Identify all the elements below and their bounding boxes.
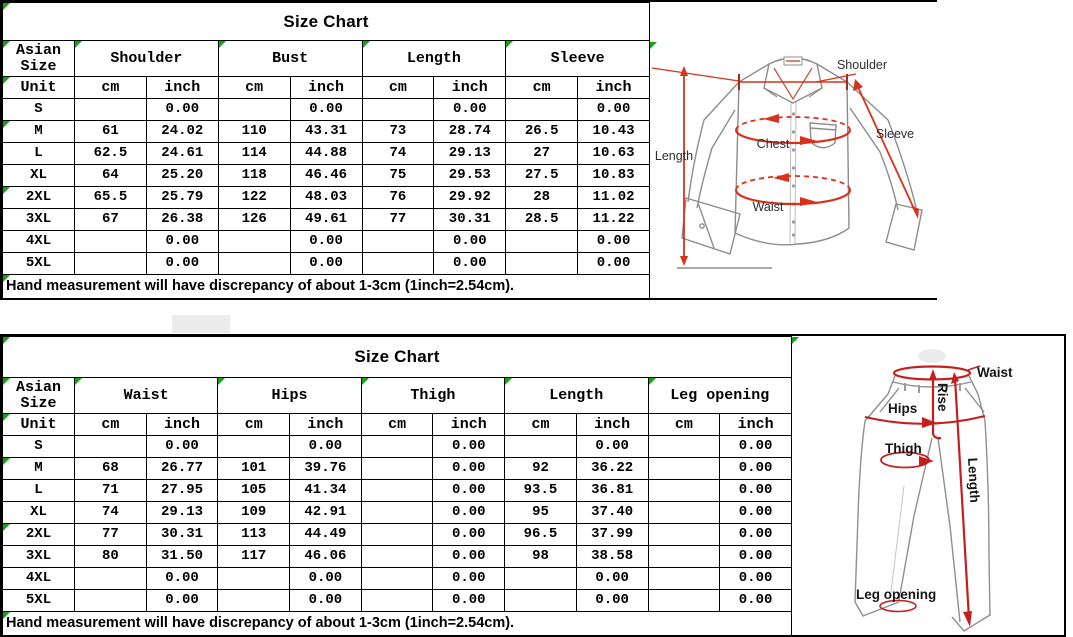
- size-cell: [648, 458, 720, 480]
- unit-cell: inch: [433, 414, 505, 436]
- size-cell: 11.02: [578, 187, 650, 209]
- size-cell: 37.40: [576, 502, 648, 524]
- size-label: L: [3, 143, 75, 165]
- size-cell: [361, 568, 433, 590]
- pants-size-chart-section: [0, 334, 1066, 637]
- size-cell: 0.00: [720, 458, 792, 480]
- unit-cell: inch: [576, 414, 648, 436]
- size-cell: 28.5: [506, 209, 578, 231]
- size-cell: 49.61: [290, 209, 362, 231]
- size-cell: 44.49: [290, 524, 362, 546]
- size-cell: [218, 436, 290, 458]
- waist-label: Waist: [977, 365, 1013, 380]
- size-cell: [648, 590, 720, 612]
- size-cell: 126: [218, 209, 290, 231]
- unit-cell: cm: [506, 77, 578, 99]
- size-cell: 36.81: [576, 480, 648, 502]
- size-cell: 61: [75, 121, 147, 143]
- size-cell: 0.00: [146, 99, 218, 121]
- size-cell: [506, 253, 578, 275]
- size-cell: 27: [506, 143, 578, 165]
- corner-header: Asian Size: [3, 378, 75, 414]
- unit-cell: inch: [146, 77, 218, 99]
- size-cell: 0.00: [433, 524, 505, 546]
- size-cell: [648, 546, 720, 568]
- unit-cell: cm: [361, 414, 433, 436]
- size-cell: [506, 99, 578, 121]
- size-cell: 24.02: [146, 121, 218, 143]
- column-group-header: Bust: [218, 41, 362, 77]
- size-cell: 11.22: [578, 209, 650, 231]
- size-cell: 0.00: [434, 253, 506, 275]
- excel-error-marker: [792, 337, 799, 344]
- size-cell: 38.58: [576, 546, 648, 568]
- size-cell: 62.5: [75, 143, 147, 165]
- size-label: M: [3, 458, 75, 480]
- size-label: L: [3, 480, 75, 502]
- size-label: S: [3, 99, 75, 121]
- size-label: 5XL: [3, 253, 75, 275]
- unit-cell: inch: [720, 414, 792, 436]
- size-cell: 25.79: [146, 187, 218, 209]
- chart-title: Size Chart: [3, 3, 650, 41]
- leg-opening-label: Leg opening: [856, 587, 937, 602]
- size-cell: [505, 568, 577, 590]
- size-label: XL: [3, 502, 75, 524]
- size-cell: [218, 568, 290, 590]
- size-cell: 0.00: [433, 458, 505, 480]
- size-cell: 37.99: [576, 524, 648, 546]
- size-cell: 0.00: [290, 253, 362, 275]
- excel-error-marker: [650, 42, 657, 49]
- size-cell: 29.92: [434, 187, 506, 209]
- size-cell: 0.00: [720, 436, 792, 458]
- thigh-label: Thigh: [885, 441, 922, 456]
- size-cell: 26.5: [506, 121, 578, 143]
- size-cell: 0.00: [290, 436, 362, 458]
- size-cell: [505, 436, 577, 458]
- unit-cell: cm: [505, 414, 577, 436]
- column-group-header: Thigh: [361, 378, 504, 414]
- chart-title: Size Chart: [3, 337, 792, 378]
- unit-cell: inch: [434, 77, 506, 99]
- note: Hand measurement will have discrepancy of about 1-3cm (1inch=2.54cm).: [3, 612, 792, 636]
- size-cell: 10.63: [578, 143, 650, 165]
- size-cell: [75, 231, 147, 253]
- size-cell: 0.00: [720, 546, 792, 568]
- size-cell: [648, 480, 720, 502]
- size-label: 3XL: [3, 209, 75, 231]
- size-cell: 77: [75, 524, 147, 546]
- size-label: 4XL: [3, 231, 75, 253]
- image-smudge: [918, 349, 946, 363]
- size-cell: 24.61: [146, 143, 218, 165]
- size-cell: 75: [362, 165, 434, 187]
- size-cell: [361, 502, 433, 524]
- rise-label: Rise: [935, 383, 950, 412]
- shirt-size-chart-section: [0, 0, 937, 300]
- pants-sketch: [792, 336, 1064, 635]
- size-cell: 67: [75, 209, 147, 231]
- column-group-header: Length: [362, 41, 506, 77]
- size-cell: 25.20: [146, 165, 218, 187]
- table-row: [3, 568, 792, 590]
- unit-label: Unit: [3, 414, 75, 436]
- size-cell: 29.13: [146, 502, 218, 524]
- size-cell: 74: [75, 502, 147, 524]
- shirt-sketch: [650, 2, 937, 298]
- size-cell: 0.00: [146, 436, 218, 458]
- size-cell: [648, 436, 720, 458]
- size-label: M: [3, 121, 75, 143]
- size-label: 2XL: [3, 187, 75, 209]
- length-label: Length: [654, 149, 694, 163]
- size-label: XL: [3, 165, 75, 187]
- chest-label: Chest: [756, 137, 790, 151]
- size-cell: 27.5: [506, 165, 578, 187]
- size-cell: [75, 436, 147, 458]
- size-cell: 0.00: [146, 590, 218, 612]
- table-row: [3, 121, 650, 143]
- table-row: [3, 187, 650, 209]
- size-cell: [361, 458, 433, 480]
- table-row: [3, 546, 792, 568]
- size-cell: 41.34: [290, 480, 362, 502]
- size-cell: 76: [362, 187, 434, 209]
- size-cell: 96.5: [505, 524, 577, 546]
- size-cell: 0.00: [433, 502, 505, 524]
- size-cell: 30.31: [146, 524, 218, 546]
- size-cell: 28: [506, 187, 578, 209]
- size-cell: [75, 99, 147, 121]
- size-cell: 0.00: [290, 231, 362, 253]
- pants-size-table: [2, 336, 792, 636]
- leg-crease: [891, 486, 904, 592]
- column-group-header: Waist: [75, 378, 218, 414]
- size-cell: 95: [505, 502, 577, 524]
- size-label: 2XL: [3, 524, 75, 546]
- unit-cell: inch: [578, 77, 650, 99]
- sleeve-label: Sleeve: [875, 127, 915, 141]
- size-cell: [218, 590, 290, 612]
- size-cell: 0.00: [433, 546, 505, 568]
- size-cell: 0.00: [433, 480, 505, 502]
- size-cell: 0.00: [720, 524, 792, 546]
- size-cell: 64: [75, 165, 147, 187]
- table-row: [3, 165, 650, 187]
- unit-label: Unit: [3, 77, 75, 99]
- size-cell: 0.00: [720, 568, 792, 590]
- size-cell: 43.31: [290, 121, 362, 143]
- unit-cell: cm: [75, 77, 147, 99]
- collar: [764, 57, 822, 103]
- size-cell: 117: [218, 546, 290, 568]
- size-cell: 80: [75, 546, 147, 568]
- table-row: [3, 502, 792, 524]
- size-cell: [218, 253, 290, 275]
- size-cell: 101: [218, 458, 290, 480]
- column-group-header: Shoulder: [75, 41, 219, 77]
- size-cell: 31.50: [146, 546, 218, 568]
- size-cell: 0.00: [576, 436, 648, 458]
- size-cell: 68: [75, 458, 147, 480]
- size-cell: 0.00: [290, 99, 362, 121]
- waist-label: Waist: [752, 200, 784, 214]
- size-label: 3XL: [3, 546, 75, 568]
- size-cell: 0.00: [720, 502, 792, 524]
- note: Hand measurement will have discrepancy of about 1-3cm (1inch=2.54cm).: [3, 275, 650, 299]
- table-row: [3, 524, 792, 546]
- size-cell: 0.00: [290, 568, 362, 590]
- unit-cell: cm: [362, 77, 434, 99]
- size-cell: [362, 231, 434, 253]
- column-group-header: Leg opening: [648, 378, 792, 414]
- size-label: 4XL: [3, 568, 75, 590]
- size-cell: 77: [362, 209, 434, 231]
- size-cell: 113: [218, 524, 290, 546]
- size-cell: 0.00: [576, 590, 648, 612]
- size-cell: [505, 590, 577, 612]
- size-cell: 0.00: [576, 568, 648, 590]
- buttons: [792, 112, 795, 236]
- size-cell: 0.00: [433, 590, 505, 612]
- size-cell: 0.00: [146, 253, 218, 275]
- size-cell: 110: [218, 121, 290, 143]
- size-cell: 44.88: [290, 143, 362, 165]
- size-cell: 10.83: [578, 165, 650, 187]
- size-cell: 29.53: [434, 165, 506, 187]
- table-row: [3, 143, 650, 165]
- size-label: 5XL: [3, 590, 75, 612]
- size-cell: 28.74: [434, 121, 506, 143]
- table-row: [3, 209, 650, 231]
- table-row: [3, 231, 650, 253]
- size-cell: 0.00: [578, 253, 650, 275]
- size-cell: 29.13: [434, 143, 506, 165]
- column-group-header: Hips: [218, 378, 361, 414]
- size-cell: 114: [218, 143, 290, 165]
- size-cell: [75, 590, 147, 612]
- size-cell: [361, 436, 433, 458]
- size-cell: 0.00: [433, 568, 505, 590]
- size-cell: 71: [75, 480, 147, 502]
- unit-cell: cm: [218, 77, 290, 99]
- table-row: [3, 436, 792, 458]
- size-cell: 0.00: [578, 99, 650, 121]
- table-row: [3, 99, 650, 121]
- column-group-header: Sleeve: [506, 41, 650, 77]
- size-cell: [361, 480, 433, 502]
- size-cell: [218, 99, 290, 121]
- size-cell: 39.76: [290, 458, 362, 480]
- unit-cell: cm: [75, 414, 147, 436]
- unit-cell: cm: [648, 414, 720, 436]
- table-row: [3, 253, 650, 275]
- size-cell: [361, 524, 433, 546]
- length-label: Length: [965, 457, 983, 504]
- size-label: S: [3, 436, 75, 458]
- size-cell: [75, 253, 147, 275]
- shoulder-label: Shoulder: [836, 58, 888, 72]
- size-cell: 122: [218, 187, 290, 209]
- size-cell: 93.5: [505, 480, 577, 502]
- size-cell: [648, 502, 720, 524]
- size-cell: 0.00: [720, 480, 792, 502]
- unit-cell: cm: [218, 414, 290, 436]
- size-cell: 46.06: [290, 546, 362, 568]
- size-cell: [506, 231, 578, 253]
- size-cell: 26.77: [146, 458, 218, 480]
- size-cell: 0.00: [434, 99, 506, 121]
- size-cell: 30.31: [434, 209, 506, 231]
- unit-cell: inch: [290, 414, 362, 436]
- size-cell: [218, 231, 290, 253]
- size-cell: 36.22: [576, 458, 648, 480]
- size-cell: 42.91: [290, 502, 362, 524]
- size-cell: 0.00: [434, 231, 506, 253]
- size-cell: 0.00: [433, 436, 505, 458]
- size-cell: 65.5: [75, 187, 147, 209]
- corner-header: Asian Size: [3, 41, 75, 77]
- hips-label: Hips: [888, 401, 918, 416]
- size-cell: 46.46: [290, 165, 362, 187]
- size-cell: 74: [362, 143, 434, 165]
- size-cell: 0.00: [290, 590, 362, 612]
- size-cell: 109: [218, 502, 290, 524]
- size-cell: [648, 524, 720, 546]
- size-cell: [362, 99, 434, 121]
- size-cell: 98: [505, 546, 577, 568]
- size-cell: 27.95: [146, 480, 218, 502]
- unit-cell: inch: [290, 77, 362, 99]
- size-cell: 10.43: [578, 121, 650, 143]
- unit-cell: inch: [146, 414, 218, 436]
- shirt-size-table: [2, 2, 650, 299]
- size-cell: [75, 568, 147, 590]
- size-cell: 0.00: [720, 590, 792, 612]
- size-cell: [361, 590, 433, 612]
- size-cell: 48.03: [290, 187, 362, 209]
- size-cell: [361, 546, 433, 568]
- size-cell: [362, 253, 434, 275]
- size-cell: 73: [362, 121, 434, 143]
- table-row: [3, 480, 792, 502]
- size-cell: [648, 568, 720, 590]
- size-cell: 0.00: [146, 568, 218, 590]
- size-cell: 0.00: [146, 231, 218, 253]
- column-group-header: Length: [505, 378, 648, 414]
- table-row: [3, 590, 792, 612]
- table-row: [3, 458, 792, 480]
- size-cell: 0.00: [578, 231, 650, 253]
- scan-artifact: [172, 315, 230, 333]
- pants-measurement-diagram: [792, 336, 1064, 635]
- size-cell: 26.38: [146, 209, 218, 231]
- size-cell: 118: [218, 165, 290, 187]
- size-cell: 92: [505, 458, 577, 480]
- size-cell: 105: [218, 480, 290, 502]
- shirt-measurement-diagram: [650, 2, 937, 298]
